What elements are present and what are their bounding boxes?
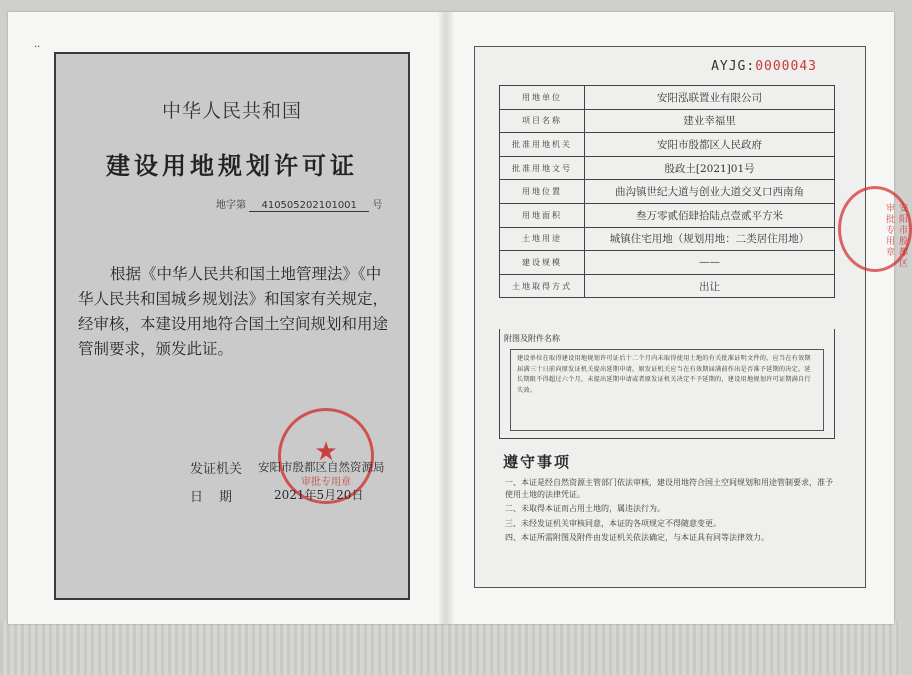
rule-item: 一、本证是经自然资源主管部门依法审核，建设用地符合国土空间规划和用途管制要求，准予使用土地的法律凭证。 — [505, 478, 833, 500]
row-label: 用地位置 — [500, 180, 585, 204]
certificate-serial — [216, 196, 382, 212]
issuer-name: 安阳市殷都区自然资源局 — [258, 460, 385, 474]
row-value: 殷政土[2021]01号 — [585, 156, 835, 180]
table-row — [500, 203, 835, 227]
row-value: 建业幸福里 — [585, 109, 835, 133]
row-label: 批准用地文号 — [500, 156, 585, 180]
row-label: 建设规模 — [500, 251, 585, 275]
row-label: 项目名称 — [500, 109, 585, 133]
table-row — [500, 86, 835, 110]
rule-item: 二、未取得本证而占用土地的，属违法行为。 — [505, 504, 665, 514]
serial-prefix: 地字第 — [216, 200, 246, 211]
table-row — [500, 274, 835, 298]
row-value: 曲沟镇世纪大道与创业大道交叉口西南角 — [585, 180, 835, 204]
serial-number: 410505202101001 — [249, 200, 369, 212]
certificate-title: 建设用地规划许可证 — [106, 151, 358, 180]
body-line-text: 根据《中华人民共和国土地管理法》《中 — [110, 265, 382, 283]
row-label: 用地面积 — [500, 203, 585, 227]
desk-surface — [0, 620, 900, 675]
body-line: 管制要求，颁发此证。 — [78, 340, 234, 358]
land-info-table — [499, 85, 835, 298]
archive-serial-prefix: AYJG: — [711, 59, 756, 74]
seal-star-icon: ★ — [314, 437, 338, 467]
table-row — [500, 156, 835, 180]
row-value: —— — [585, 251, 835, 275]
table-row — [500, 109, 835, 133]
row-label: 批准用地机关 — [500, 133, 585, 157]
table-row — [500, 251, 835, 275]
edge-seal: 安阳市殷都区审批专用章 — [838, 186, 912, 272]
rule-item: 三、未经发证机关审核同意，本证的各项规定不得随意变更。 — [505, 518, 721, 528]
certificate-right-page — [474, 46, 866, 588]
row-value: 出让 — [585, 274, 835, 298]
certificate-left-page — [54, 52, 410, 600]
speck-mark: ·· — [34, 42, 41, 53]
archive-serial — [711, 59, 817, 74]
rule-item: 四、本证所需附图及附件由发证机关依法确定，与本证具有同等法律效力。 — [505, 532, 769, 542]
issue-date: 2021年5月20日 — [274, 488, 364, 502]
issuer-label: 发证机关 — [190, 462, 243, 477]
archive-serial-value: 0000043 — [755, 59, 817, 74]
attachments-text: 建设单位在取得建设用地规划许可证后十二个月内未取得使用土地的有关批准证明文件的，应当在有效期届满三十日前向原发证机关提出延期申请，原发证机关应当在有效期届满前作出是否准予延期的决定。延长期限不得超过六个月，未提出延期申请或者原发证机关决定不予延期的，建设用地规划许可证期满自行失效。 — [510, 349, 824, 431]
seal-text: 审批专用章 — [301, 477, 351, 488]
row-label: 土地取得方式 — [500, 274, 585, 298]
table-row — [500, 180, 835, 204]
date-label: 日期 — [190, 490, 249, 505]
table-row — [500, 227, 835, 251]
center-fold — [439, 12, 453, 624]
body-line — [78, 262, 396, 287]
row-label: 土地用途 — [500, 227, 585, 251]
body-line: 华人民共和国城乡规划法》和国家有关规定， — [78, 290, 389, 308]
serial-suffix: 号 — [372, 200, 383, 211]
table-row — [500, 133, 835, 157]
certificate-body — [78, 262, 396, 362]
body-line: 经审核，本建设用地符合国土空间规划和用途 — [78, 315, 389, 333]
rules-list — [505, 477, 837, 546]
row-value: 叁万零贰佰肆拾陆点壹贰平方米 — [585, 203, 835, 227]
rules-title: 遵守事项 — [503, 453, 572, 471]
row-value: 安阳市殷都区人民政府 — [585, 133, 835, 157]
country-name: 中华人民共和国 — [161, 100, 302, 122]
attachments-title: 附图及附件名称 — [504, 334, 560, 343]
row-label: 用地单位 — [500, 86, 585, 110]
attachments-section — [499, 329, 835, 439]
row-value: 安阳泓联置业有限公司 — [585, 86, 835, 110]
row-value: 城镇住宅用地（规划用地：二类居住用地） — [585, 227, 835, 251]
